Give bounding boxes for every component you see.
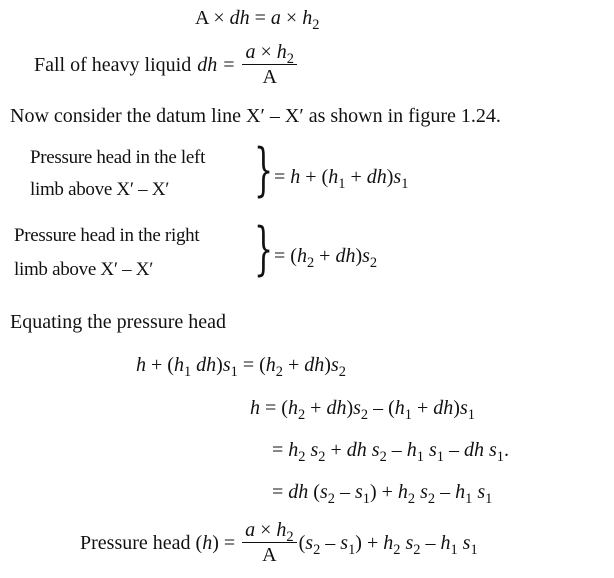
final-pressure-head-equation: Pressure head ( h ) = $\frac{a \times h_2}{A}$ $(s_2 - s_1) + h_2$ $s_2 - h_1$ $s_1$ — [80, 519, 478, 566]
fall-fraction: $\frac{a \times h_2}{A}$ — [242, 42, 296, 87]
derivation-step-1: $h + (h_1$ $dh)s_1 = (h_2 + dh)s_2$ — [136, 354, 346, 381]
equation-area-ratio: A × dh = $a \times h_2$ — [195, 7, 320, 34]
derivation-step-4: = dh $(s_2 - s_1) + h_2$ $s_2 - h_1$ $s_1$ — [272, 481, 493, 508]
right-limb-label-line2: limb above X′ – X′ — [14, 259, 154, 280]
equating-heading: Equating the pressure head — [10, 311, 227, 333]
right-limb-label-line1: Pressure head in the right — [14, 225, 200, 246]
derivation-step-2: $h = (h_2 + dh)s_2 - (h_1 + dh)s_1$ — [250, 397, 475, 424]
datum-line-sentence: Now consider the datum line X′ – X′ as shown in figure 1.24. — [10, 105, 501, 127]
right-limb-brace: } — [254, 216, 274, 284]
left-limb-label-line1: Pressure head in the left — [30, 147, 206, 168]
right-limb-expression: = $(h_2 + dh)s_2$ — [274, 245, 378, 272]
fall-label: Fall of heavy liquid — [34, 53, 192, 76]
derivation-step-3: = $h_2$ $s_2$ + dh $s_2 - h_1$ $s_1$ – dh $s_1$. — [272, 439, 509, 466]
final-fraction: $\frac{a \times h_2}{A}$ — [242, 520, 296, 565]
fall-of-heavy-liquid-equation: Fall of heavy liquid dh = $\frac{a \times h_2}{A}$ — [34, 42, 299, 87]
left-limb-brace: } — [254, 137, 274, 205]
left-limb-expression: = $h + (h_1 + dh)s_1$ — [274, 166, 409, 193]
area-A: A — [195, 7, 209, 29]
left-limb-label-line2: limb above X′ – X′ — [30, 179, 170, 200]
